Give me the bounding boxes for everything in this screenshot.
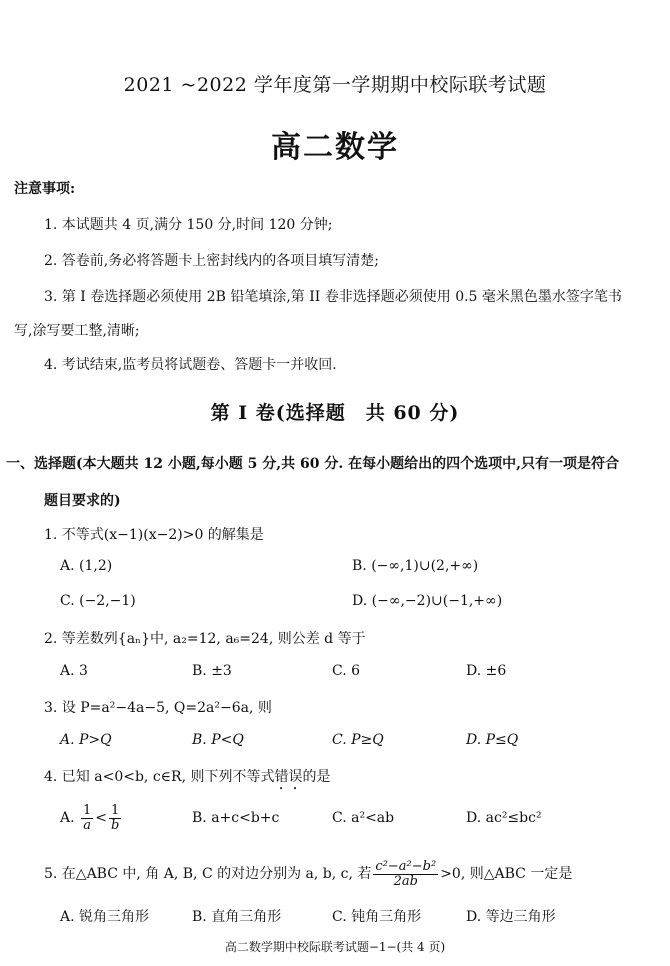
q5-stem-post: >0, 则△ABC 一定是 [440, 866, 573, 883]
part-heading-cont: 题目要求的) [44, 493, 121, 509]
part-heading: 一、选择题(本大题共 12 小题,每小题 5 分,共 60 分. 在每小题给出的四个选项中,只有一项是符合 [6, 456, 619, 472]
note-item-4: 4. 考试结束,监考员将试题卷、答题卡一并收回. [44, 357, 337, 373]
q5-option-d: D. 等边三角形 [466, 909, 556, 925]
q4-option-c: C. a²<ab [332, 810, 395, 826]
q4-option-d: D. ac²≤bc² [466, 810, 542, 826]
q5-stem-pre: 5. 在△ABC 中, 角 A, B, C 的对边分别为 a, b, c, 若 [44, 866, 372, 883]
q4-stem-pre: 4. 已知 a<0<b, c∈R, 则下列不等式 [44, 769, 275, 785]
q3-option-a: A. P>Q [60, 732, 112, 748]
note-item-3: 3. 第 I 卷选择题必须使用 2B 铅笔填涂,第 II 卷非选择题必须使用 0.5 毫米黑色墨水签字笔书 [44, 289, 622, 305]
subject-title: 高二数学 [271, 130, 399, 165]
question-5-stem [44, 860, 572, 888]
section-title: 第 I 卷(选择题 共 60 分) [210, 402, 460, 424]
q5-option-c: C. 钝角三角形 [332, 909, 422, 925]
q5-option-b: B. 直角三角形 [192, 909, 282, 925]
q3-option-b: B. P<Q [192, 732, 244, 748]
q5-option-a: A. 锐角三角形 [60, 909, 150, 925]
q2-option-a: A. 3 [60, 663, 88, 679]
q2-option-d: D. ±6 [466, 663, 507, 679]
question-1-stem: 1. 不等式(x−1)(x−2)>0 的解集是 [44, 527, 264, 543]
exam-title: 2021 ~2022 学年度第一学期期中校际联考试题 [123, 74, 547, 96]
q1-option-d: D. (−∞,−2)∪(−1,+∞) [352, 593, 503, 609]
q4-option-a-label: A. [60, 810, 75, 827]
q5-fraction: $\frac{\text{c²−a²−b²}}{2ab}$ [375, 859, 437, 889]
q3-option-c: C. P≥Q [332, 732, 384, 748]
page-footer: 高二数学期中校际联考试题−1−(共 4 页) [224, 940, 446, 954]
q1-option-c: C. (−2,−1) [60, 593, 136, 609]
question-4-stem [44, 766, 330, 793]
q2-option-c: C. 6 [332, 663, 361, 679]
q3-option-d: D. P≤Q [466, 732, 519, 748]
question-2-stem: 2. 等差数列{aₙ}中, a₂=12, a₆=24, 则公差 d 等于 [44, 631, 366, 647]
note-item-2: 2. 答卷前,务必将答题卡上密封线内的各项目填写清楚; [44, 253, 379, 269]
note-item-1: 1. 本试题共 4 页,满分 150 分,时间 120 分钟; [44, 217, 333, 233]
notes-heading: 注意事项: [14, 181, 76, 197]
q4-option-a-frac1: $\frac{1}{a}$ [83, 803, 92, 833]
q4-option-a-lt: < [95, 810, 108, 827]
q4-option-a [60, 804, 123, 832]
q2-option-b: B. ±3 [192, 663, 232, 679]
q1-option-a: A. (1,2) [60, 558, 113, 574]
q4-option-b: B. a+c<b+c [192, 810, 280, 826]
q4-stem-post: 的是 [302, 769, 331, 785]
q1-option-b: B. (−∞,1)∪(2,+∞) [352, 558, 479, 574]
q4-option-a-frac2: $\frac{1}{b}$ [111, 803, 120, 833]
question-3-stem: 3. 设 P=a²−4a−5, Q=2a²−6a, 则 [44, 700, 272, 716]
note-item-3-cont: 写,涂写要工整,清晰; [14, 323, 140, 339]
q4-stem-emphasis: 错误 [274, 769, 303, 785]
